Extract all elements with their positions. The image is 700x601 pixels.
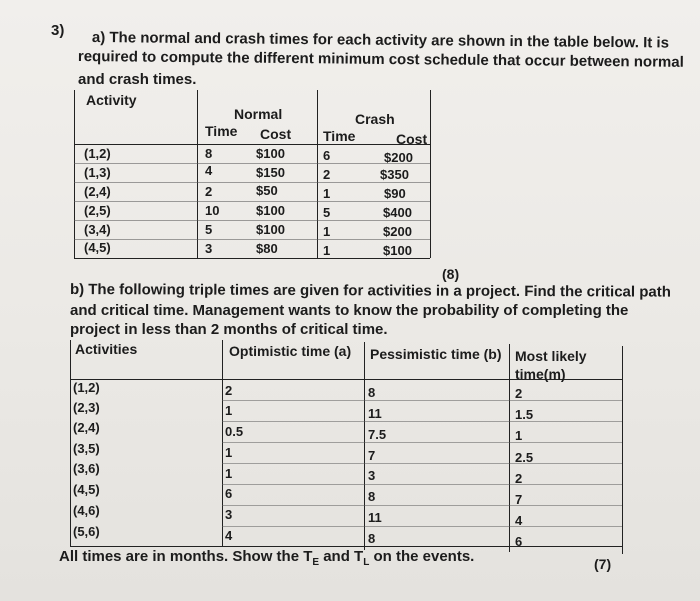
- footer-note-text: All times are in months. Show the T: [59, 548, 313, 565]
- t2-most-likely: 4: [515, 513, 523, 528]
- footer-note-and: and T: [319, 548, 364, 565]
- t1-crash-cost: $400: [383, 205, 412, 220]
- part-b-line-2: and critical time. Management wants to know the probability of completing the: [70, 302, 629, 319]
- t2-activity: (2,4): [73, 420, 100, 435]
- t2-most-likely: 2: [515, 471, 523, 486]
- t2-most-likely: 7: [515, 492, 523, 507]
- t2-optimistic: 3: [225, 507, 233, 522]
- t1-crash-cost: $200: [384, 150, 413, 165]
- t2-optimistic: 0.5: [225, 424, 244, 439]
- t2-optimistic: 1: [225, 466, 233, 481]
- t1-activity: (3,4): [84, 222, 111, 237]
- t2-most-likely: 2.5: [515, 450, 534, 465]
- t1-crash-time: 2: [323, 167, 331, 182]
- t2-pessimistic: 7.5: [368, 427, 387, 442]
- header-most-likely: Most likely: [515, 348, 587, 364]
- t2-pessimistic: 11: [368, 510, 382, 525]
- t1-crash-cost: $350: [380, 167, 409, 182]
- t1-activity: (1,3): [84, 165, 111, 180]
- t1-crash-time: 1: [323, 186, 331, 201]
- t2-optimistic: 6: [225, 486, 233, 501]
- t2-activity: (4,6): [73, 503, 100, 518]
- part-b-marks: (7): [594, 556, 612, 572]
- t2-most-likely: 2: [515, 386, 523, 401]
- t2-activity: (4,5): [73, 482, 100, 497]
- t1-crash-time: 1: [323, 243, 331, 258]
- t1-normal-cost: $80: [256, 241, 278, 256]
- t1-normal-time: 5: [205, 222, 213, 237]
- header-optimistic: Optimistic time (a): [229, 343, 352, 359]
- t1-crash-cost: $200: [383, 224, 412, 239]
- part-a-line-3: and crash times.: [78, 71, 197, 88]
- t1-crash-time: 6: [323, 148, 331, 163]
- t1-normal-cost: $100: [256, 203, 285, 218]
- t2-optimistic: 4: [225, 528, 233, 543]
- t1-activity: (1,2): [84, 146, 111, 161]
- t1-normal-cost: $50: [256, 183, 278, 198]
- t1-normal-time: 2: [205, 184, 213, 199]
- t1-crash-time: 1: [323, 224, 331, 239]
- t2-optimistic: 2: [225, 383, 233, 398]
- header-crash-cost: Cost: [396, 131, 428, 147]
- footer-note: [59, 548, 474, 568]
- t2-most-likely: 6: [515, 534, 523, 549]
- header-normal: Normal: [234, 106, 283, 122]
- t2-most-likely: 1.5: [515, 407, 534, 422]
- footer-note-end: on the events.: [369, 548, 475, 565]
- header-activity: Activity: [86, 92, 137, 108]
- t1-normal-time: 4: [205, 163, 213, 178]
- t1-crash-cost: $100: [383, 243, 412, 258]
- t1-crash-cost: $90: [384, 186, 406, 201]
- header-normal-time: Time: [205, 123, 238, 139]
- header-crash: Crash: [355, 111, 395, 127]
- tl-subscript: L: [363, 557, 370, 568]
- part-a-marks: (8): [442, 266, 460, 282]
- t2-optimistic: 1: [225, 403, 233, 418]
- header-pessimistic: Pessimistic time (b): [370, 346, 502, 362]
- t1-normal-cost: $150: [256, 165, 285, 180]
- t1-normal-time: 10: [205, 203, 220, 218]
- part-b-line-1: b) The following triple times are given for activities in a project. Find the critical path: [69, 281, 671, 301]
- t1-normal-cost: $100: [256, 146, 285, 161]
- t2-activity: (2,3): [73, 400, 100, 415]
- t1-activity: (2,4): [84, 184, 111, 199]
- t2-most-likely: 1: [515, 428, 523, 443]
- header-most-likely-unit: time(m): [515, 366, 566, 382]
- t2-pessimistic: 8: [368, 489, 376, 504]
- t2-activity: (5,6): [73, 524, 100, 539]
- t1-crash-time: 5: [323, 205, 331, 220]
- t2-pessimistic: 11: [368, 406, 382, 421]
- part-b-line-3: project in less than 2 months of critical time.: [70, 321, 388, 338]
- header-activities: Activities: [75, 341, 138, 357]
- t1-normal-cost: $100: [256, 222, 285, 237]
- header-normal-cost: Cost: [260, 126, 292, 142]
- t2-optimistic: 1: [225, 445, 233, 460]
- t1-activity: (4,5): [84, 240, 111, 255]
- t2-pessimistic: 7: [368, 448, 376, 463]
- part-a-line-2: required to compute the different minimum cost schedule that occur between normal: [77, 48, 684, 71]
- t2-activity: (3,6): [73, 461, 100, 476]
- t1-normal-time: 8: [205, 146, 213, 161]
- part-a-line-1: a) The normal and crash times for each activity are shown in the table below. It is: [91, 29, 670, 52]
- t1-normal-time: 3: [205, 241, 213, 256]
- t2-pessimistic: 3: [368, 468, 376, 483]
- t2-activity: (1,2): [73, 380, 100, 395]
- t2-pessimistic: 8: [368, 531, 376, 546]
- t2-pessimistic: 8: [368, 385, 376, 400]
- t1-activity: (2,5): [84, 203, 111, 218]
- header-crash-time: Time: [323, 128, 356, 144]
- question-number: 3): [51, 22, 65, 39]
- te-subscript: E: [312, 557, 320, 568]
- t2-activity: (3,5): [73, 441, 100, 456]
